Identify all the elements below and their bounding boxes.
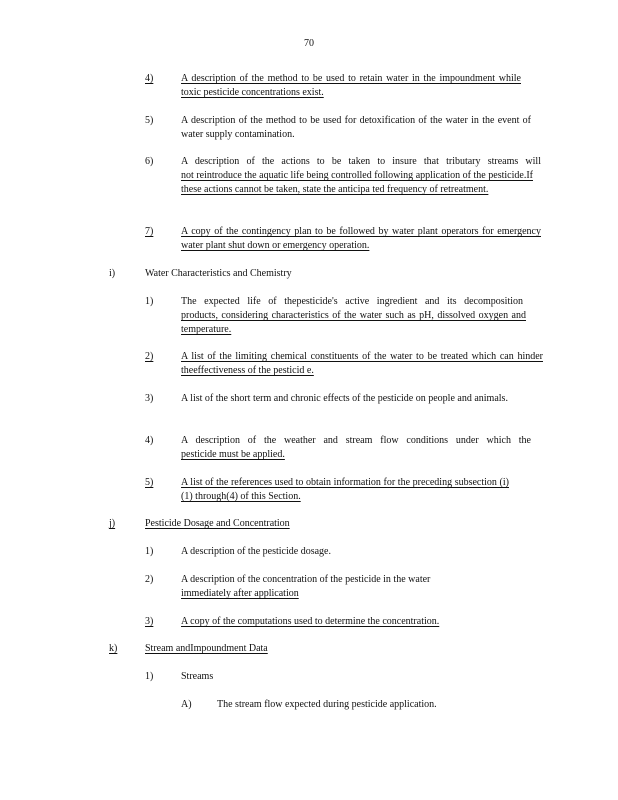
- item-text: A copy of the computations used to determine the concentration.: [181, 616, 440, 627]
- item-text-underlined: immediately after application: [181, 588, 299, 599]
- section-marker: i): [109, 268, 116, 279]
- item-marker: 6): [145, 156, 154, 167]
- item-marker: 5): [145, 477, 154, 488]
- section-title: Pesticide Dosage and Concentration: [145, 518, 290, 529]
- section-marker: k): [109, 643, 118, 654]
- item-text: A list of the limiting chemical constituents of the water to be treated which can hinder theeffectiveness of the pesticid e.: [181, 351, 543, 376]
- item-text: A description of the concentration of the pesticide in the water: [181, 574, 431, 585]
- item-text: Streams: [181, 671, 214, 682]
- item-marker: 1): [145, 546, 154, 557]
- item-text: A list of the references used to obtain information for the preceding subsection (i)(1) through(4) of this Section.: [181, 477, 509, 502]
- item-marker: 4): [145, 435, 154, 446]
- section-title: Water Characteristics and Chemistry: [145, 268, 292, 279]
- item-text: A list of the short term and chronic effects of the pesticide on people and animals.: [181, 393, 508, 404]
- page-number: 70: [304, 38, 314, 49]
- item-marker: 7): [145, 226, 154, 237]
- item-text: A description of the method to be used for detoxification of the water in the event of water supply contamination.: [181, 115, 531, 140]
- item-marker: 2): [145, 574, 154, 585]
- item-text: A copy of the contingency plan to be followed by water plant operators for emergency water plant shut down or emergency operation.: [181, 226, 541, 251]
- item-marker: 3): [145, 616, 154, 627]
- item-marker: 2): [145, 351, 154, 362]
- section-title: Stream andImpoundment Data: [145, 643, 268, 654]
- item-marker: 5): [145, 115, 154, 126]
- item-marker: 1): [145, 671, 154, 682]
- item-text: A description of the pesticide dosage.: [181, 546, 331, 557]
- item-text: A description of the weather and stream flow conditions under which the: [181, 435, 531, 446]
- item-text: A description of the actions to be taken to insure that tributary streams will: [181, 156, 541, 167]
- item-text-underlined: pesticide must be applied.: [181, 449, 285, 460]
- item-text: The expected life of thepesticide's active ingredient and its decomposition: [181, 296, 523, 307]
- item-text: The stream flow expected during pesticide application.: [217, 699, 437, 710]
- item-text-underlined: products, considering characteristics of the water such as pH, dissolved oxygen and temperature.: [181, 310, 526, 335]
- item-text-underlined: not reintroduce the aquatic life being controlled following application of the pesticide.If these actions cannot be taken, state the anticipa ted frequency of retreatment.: [181, 170, 533, 195]
- item-marker: A): [181, 699, 192, 710]
- item-marker: 3): [145, 393, 154, 404]
- item-marker: 1): [145, 296, 154, 307]
- section-marker: j): [109, 518, 116, 529]
- item-text: A description of the method to be used to retain water in the impoundment while toxic pesticide concentrations exist.: [181, 73, 521, 98]
- item-marker: 4): [145, 73, 154, 84]
